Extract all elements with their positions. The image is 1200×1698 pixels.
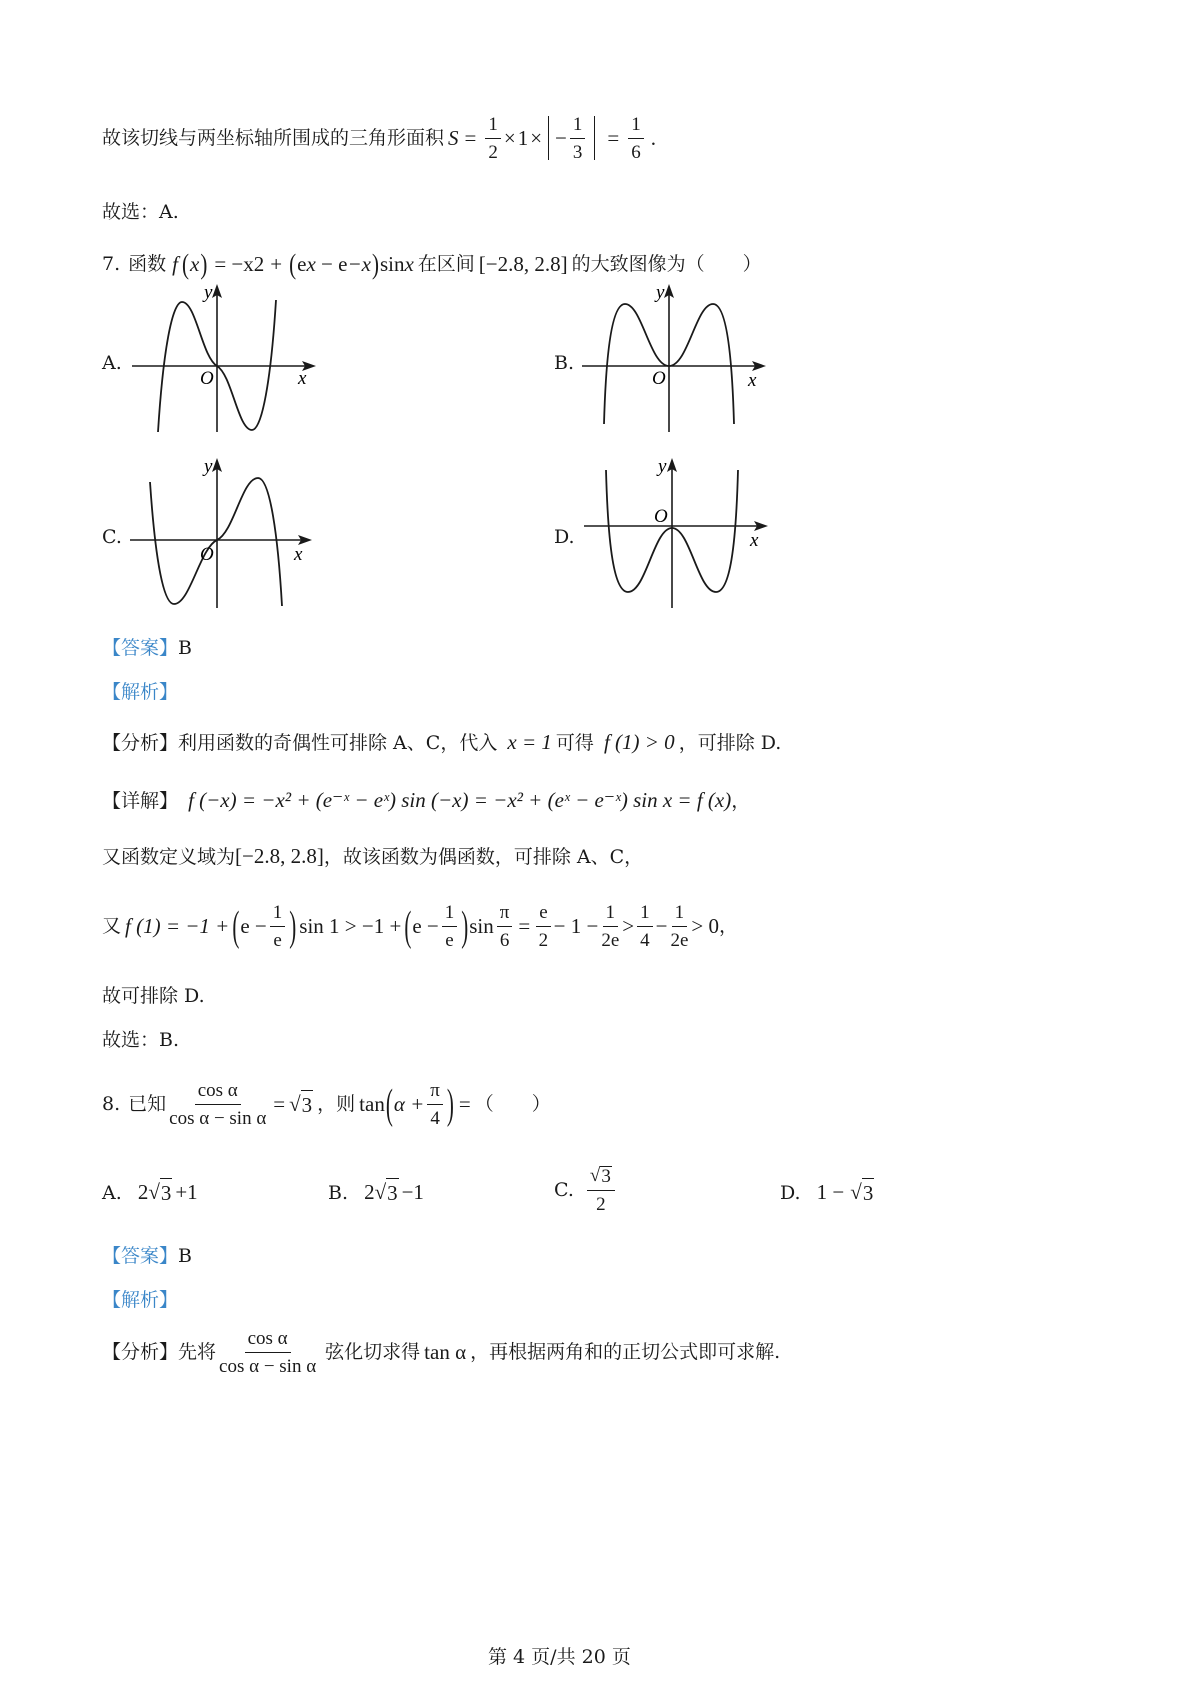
fraction-1-over-e	[442, 903, 458, 950]
minus: −	[655, 914, 668, 938]
coef: 2	[137, 1180, 149, 1204]
question-prefix: 已知	[128, 1093, 167, 1115]
option-label: D.	[780, 1182, 801, 1204]
q7-domain-line	[102, 842, 643, 871]
question-mid: ，则	[317, 1093, 356, 1115]
choose-a: 故选：A.	[102, 201, 179, 223]
fenxi-text: ，可排除 D.	[678, 732, 782, 754]
origin-label: O	[200, 368, 214, 389]
fenxi-math: tan α	[424, 1340, 467, 1364]
x-axis-label: x	[294, 544, 303, 565]
option-label: A.	[102, 1182, 122, 1204]
triangle-area-text: 故该切线与两坐标轴所围成的三角形面积	[102, 127, 445, 149]
abs-bar-right	[594, 116, 595, 160]
fenxi-text: 弦化切求得	[325, 1341, 421, 1363]
q8-option-a[interactable]	[102, 1178, 198, 1207]
fraction-num: π	[497, 903, 513, 927]
fraction-den: 2	[596, 1194, 606, 1215]
area-symbol: S	[448, 126, 459, 150]
domain-math: [−2.8, 2.8]	[235, 844, 324, 868]
fraction-sqrt3-over-2	[587, 1166, 615, 1214]
option-rest: +1	[175, 1180, 198, 1204]
question-7-stem	[102, 247, 762, 281]
fraction-1-over-2e	[670, 903, 688, 950]
fraction-num: 1	[570, 115, 586, 139]
sin-x: x	[404, 252, 414, 276]
paren: (	[289, 247, 297, 281]
radical-icon: √	[850, 1180, 862, 1204]
paren: (	[182, 247, 189, 281]
fraction-den: cos α − sin α	[169, 1107, 267, 1129]
fraction-1-over-2e	[601, 903, 619, 950]
y-axis-label: y	[204, 456, 213, 477]
comma: ，	[718, 915, 738, 937]
question-number: 7.	[102, 253, 121, 275]
radicand: 3	[862, 1178, 875, 1207]
fraction-den: 2e	[670, 929, 689, 951]
option-c-label[interactable]: C.	[102, 526, 122, 548]
minus-e: − e	[315, 252, 348, 276]
xiangjie-text: ，	[731, 790, 751, 812]
fraction-num: 1	[628, 115, 644, 139]
fenxi-math: x = 1	[507, 730, 552, 754]
plus: +	[270, 252, 283, 276]
equals: =	[518, 914, 531, 938]
equals: =	[273, 1092, 286, 1116]
radical-icon: √	[289, 1091, 301, 1116]
origin-label: O	[200, 544, 214, 565]
equals: =	[464, 126, 477, 150]
option-label: B.	[328, 1182, 349, 1204]
triangle-area-line	[102, 110, 656, 166]
fenxi-text: ，再根据两角和的正切公式即可求解.	[470, 1341, 781, 1363]
choose-b: 故选：B.	[102, 1029, 180, 1051]
option-d-label[interactable]: D.	[554, 526, 575, 548]
fraction-den: 2	[538, 929, 549, 951]
fraction-den: e	[445, 929, 454, 951]
option-label: C.	[554, 1179, 574, 1201]
q8-fenxi	[102, 1322, 780, 1382]
q8-option-d[interactable]	[780, 1178, 874, 1207]
fraction-num: 1	[637, 903, 653, 927]
question-number: 8.	[102, 1093, 121, 1115]
fraction-1-over-4	[637, 903, 653, 950]
fraction-den: 2e	[601, 929, 620, 951]
paren: )	[461, 902, 469, 950]
q8-option-b[interactable]	[328, 1178, 424, 1207]
fraction-pi-over-4	[427, 1081, 443, 1128]
fraction-cos-ratio	[169, 1081, 266, 1128]
sqrt-3	[148, 1178, 172, 1207]
radicand: 3	[386, 1178, 399, 1207]
domain-text: 又函数定义域为	[102, 846, 236, 868]
abs-bar-left	[548, 116, 549, 160]
radical-icon: √	[374, 1180, 387, 1204]
fraction-den: cos α − sin α	[219, 1355, 317, 1377]
xiangjie-tag: 【详解】	[102, 790, 179, 812]
fraction-den: 2	[488, 141, 498, 163]
e-minus: e −	[240, 914, 267, 938]
question-suffix: 的大致图像为（ ）	[571, 253, 762, 275]
sin1-compare: sin 1 > −1 +	[299, 914, 402, 938]
times: ×	[503, 126, 516, 150]
x-axis-label: x	[750, 530, 759, 551]
radical-icon: √	[589, 1165, 601, 1186]
q7-fenxi	[102, 728, 781, 757]
paren: )	[200, 247, 208, 281]
option-b-label[interactable]: B.	[554, 352, 575, 374]
paren: )	[446, 1080, 454, 1128]
fraction-num: 1	[442, 903, 458, 927]
question-prefix: 函数	[128, 253, 167, 275]
q7-answer	[102, 634, 192, 662]
coef: 2	[364, 1180, 375, 1204]
fraction-num: 1	[603, 903, 619, 927]
q8-jiexi: 【解析】	[102, 1289, 179, 1311]
fraction-e-over-2	[536, 903, 550, 950]
greater-than: >	[622, 914, 635, 938]
q7-f1-line	[102, 896, 738, 956]
expr-neg-x: = −x	[214, 252, 254, 276]
fraction-den: 4	[640, 929, 650, 951]
fraction-den: e	[273, 929, 282, 951]
exponent: x	[306, 252, 316, 276]
fraction-half	[485, 115, 501, 162]
sqrt-3	[375, 1178, 399, 1207]
paren: (	[404, 902, 412, 950]
fenxi-tag: 【分析】	[102, 1341, 179, 1363]
fraction-num	[587, 1166, 615, 1191]
q7-xiangjie	[102, 786, 750, 815]
q8-answer	[102, 1242, 192, 1270]
question-8-stem	[102, 1074, 551, 1134]
sqrt-3	[850, 1178, 874, 1207]
fraction-num: 1	[270, 903, 286, 927]
sqrt-3	[590, 1166, 612, 1186]
fraction-num: π	[427, 1081, 443, 1105]
interval: [−2.8, 2.8]	[478, 252, 568, 276]
option-a-label[interactable]: A.	[102, 352, 122, 374]
y-axis-label: y	[204, 282, 213, 303]
one: 1	[517, 126, 529, 150]
radicand: 3	[301, 1090, 314, 1119]
domain-text: ，故该函数为偶函数，可排除 A、C，	[323, 846, 644, 868]
fenxi-text: 先将	[178, 1341, 217, 1363]
answer-value: B	[178, 1245, 192, 1267]
func-x: x	[190, 252, 200, 276]
sqrt-3	[289, 1090, 313, 1119]
sin: sin	[379, 252, 405, 276]
e-minus: e −	[412, 914, 439, 938]
answer-tag: 【答案】	[102, 637, 179, 659]
times: ×	[530, 126, 543, 150]
greater-than-zero: > 0	[691, 914, 719, 938]
exponent: −x	[347, 252, 371, 276]
graph-b[interactable]	[580, 282, 790, 442]
graph-a[interactable]	[130, 282, 340, 442]
fenxi-text: 可得	[555, 732, 594, 754]
answer-tag: 【答案】	[102, 1245, 179, 1267]
tan: tan	[359, 1092, 385, 1116]
fraction-num: 1	[485, 115, 501, 139]
radical-icon: √	[148, 1180, 160, 1204]
fenxi-tag: 【分析】	[102, 732, 179, 754]
fraction-third	[570, 115, 586, 162]
radicand: 3	[160, 1178, 173, 1207]
exponent: 2	[253, 252, 265, 276]
graph-c[interactable]	[128, 456, 338, 616]
paren: )	[289, 902, 297, 950]
minus: −	[555, 126, 567, 150]
origin-label: O	[652, 368, 666, 389]
paren: (	[232, 902, 240, 950]
fraction-den: 3	[572, 141, 583, 163]
fraction-1-over-e	[270, 903, 286, 950]
fraction-num: cos α	[245, 1329, 291, 1353]
graph-d[interactable]	[580, 456, 790, 616]
f1-math: f (1) = −1 +	[125, 914, 230, 938]
fraction-num: e	[536, 903, 550, 927]
page-footer: 第 4 页/共 20 页	[488, 1646, 631, 1668]
q7-exclude-d: 故可排除 D.	[102, 985, 205, 1007]
xiangjie-math: f (−x) = −x² + (e⁻ˣ − eˣ) sin (−x) = −x² + (eˣ − e⁻ˣ) sin x = f (x)	[188, 788, 732, 812]
alpha-plus: α +	[393, 1092, 425, 1116]
paren: )	[371, 247, 379, 281]
func-f: f	[172, 252, 178, 276]
fraction-den: 6	[631, 141, 641, 163]
x-axis-label: x	[298, 368, 307, 389]
fraction-sixth	[628, 115, 644, 162]
answer-blank: （ ）	[474, 1093, 551, 1115]
f1-text: 又	[102, 915, 122, 937]
equals: =	[607, 126, 620, 150]
fenxi-math: f (1) > 0	[603, 730, 675, 754]
q8-option-c[interactable]	[554, 1160, 618, 1220]
minus-one-minus: − 1 −	[553, 914, 599, 938]
fraction-pi-over-6	[497, 903, 513, 950]
option-pre: 1 −	[816, 1180, 845, 1204]
fraction-den: 6	[499, 929, 510, 951]
q7-jiexi: 【解析】	[102, 681, 179, 703]
e-symbol: e	[297, 252, 307, 276]
origin-label: O	[654, 506, 668, 527]
y-axis-label: y	[656, 282, 665, 303]
period: .	[650, 126, 656, 150]
answer-value: B	[178, 637, 192, 659]
fenxi-text: 利用函数的奇偶性可排除 A、C，代入	[178, 732, 498, 754]
question-mid: 在区间	[417, 253, 475, 275]
x-axis-label: x	[748, 370, 757, 391]
curve	[150, 478, 282, 606]
equals: =	[458, 1092, 471, 1116]
radicand: 3	[601, 1166, 611, 1187]
fraction-num: cos α	[195, 1081, 241, 1105]
fraction-num: 1	[672, 903, 688, 927]
paren: (	[385, 1080, 393, 1128]
sin: sin	[469, 914, 494, 938]
y-axis-label: y	[658, 456, 667, 477]
fraction-cos-ratio	[219, 1329, 316, 1376]
fraction-den: 4	[430, 1107, 440, 1129]
option-rest: −1	[401, 1180, 424, 1204]
